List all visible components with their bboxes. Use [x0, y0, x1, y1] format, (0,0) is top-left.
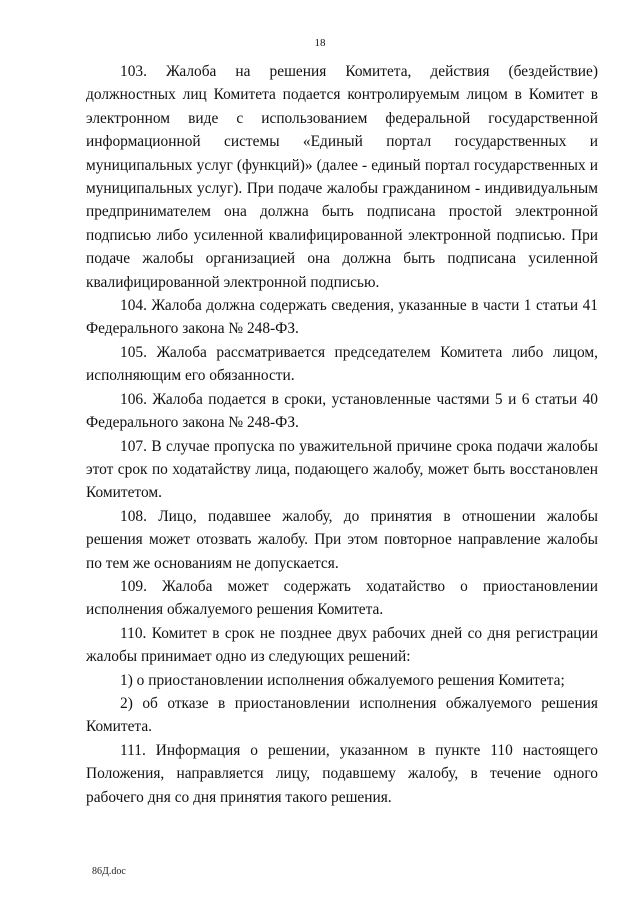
paragraph-106: 106. Жалоба подается в сроки, установленные частями 5 и 6 статьи 40 Федерального закона № 248-ФЗ.: [86, 390, 598, 432]
paragraph-109: 109. Жалоба может содержать ходатайство о приостановлении исполнения обжалуемого решения Комитета.: [86, 577, 598, 619]
paragraph-110: 110. Комитет в срок не позднее двух рабочих дней со дня регистрации жалобы принимает одно из следующих решений:: [86, 624, 598, 666]
paragraph-103: 103. Жалоба на решения Комитета, действия (бездействие) должностных лиц Комитета подается контролируемым лицом в Комитет в электронном виде с использованием федеральной государственной информационной системы «Единый портал государственных и муниципальных услуг (функций)» (далее - единый портал государственных и муниципальных услуг). При подаче жалобы гражданином - индивидуальным предпринимателем она должна быть подписана простой электронной подписью либо усиленной квалифицированной электронной подписью. При подаче жалобы организацией она должна быть подписана усиленной квалифицированной электронной подписью.: [86, 63, 598, 291]
paragraph-110-item-2: 2) об отказе в приостановлении исполнения обжалуемого решения Комитета.: [86, 694, 598, 736]
page-number: 18: [314, 37, 326, 49]
document-body: [86, 60, 598, 809]
paragraph-108: 108. Лицо, подавшее жалобу, до принятия в отношении жалобы решения может отозвать жалобу. При этом повторное направление жалобы по тем же основаниям не допускается.: [86, 507, 598, 572]
footer-filename: 86Д.doc: [92, 866, 126, 877]
paragraph-105: 105. Жалоба рассматривается председателем Комитета либо лицом, исполняющим его обязанности.: [86, 343, 598, 385]
paragraph-104: 104. Жалоба должна содержать сведения, указанные в части 1 статьи 41 Федерального закона № 248-ФЗ.: [86, 297, 598, 338]
paragraph-111: 111. Информация о решении, указанном в пункте 110 настоящего Положения, направляется лицу, подавшему жалобу, в течение одного рабочего дня со дня принятия такого решения.: [86, 741, 598, 806]
paragraph-110-item-1: 1) о приостановлении исполнения обжалуемого решения Комитета;: [120, 671, 565, 689]
paragraph-107: 107. В случае пропуска по уважительной причине срока подачи жалобы этот срок по ходатайству лица, подающего жалобу, может быть восстановлен Комитетом.: [86, 437, 598, 502]
